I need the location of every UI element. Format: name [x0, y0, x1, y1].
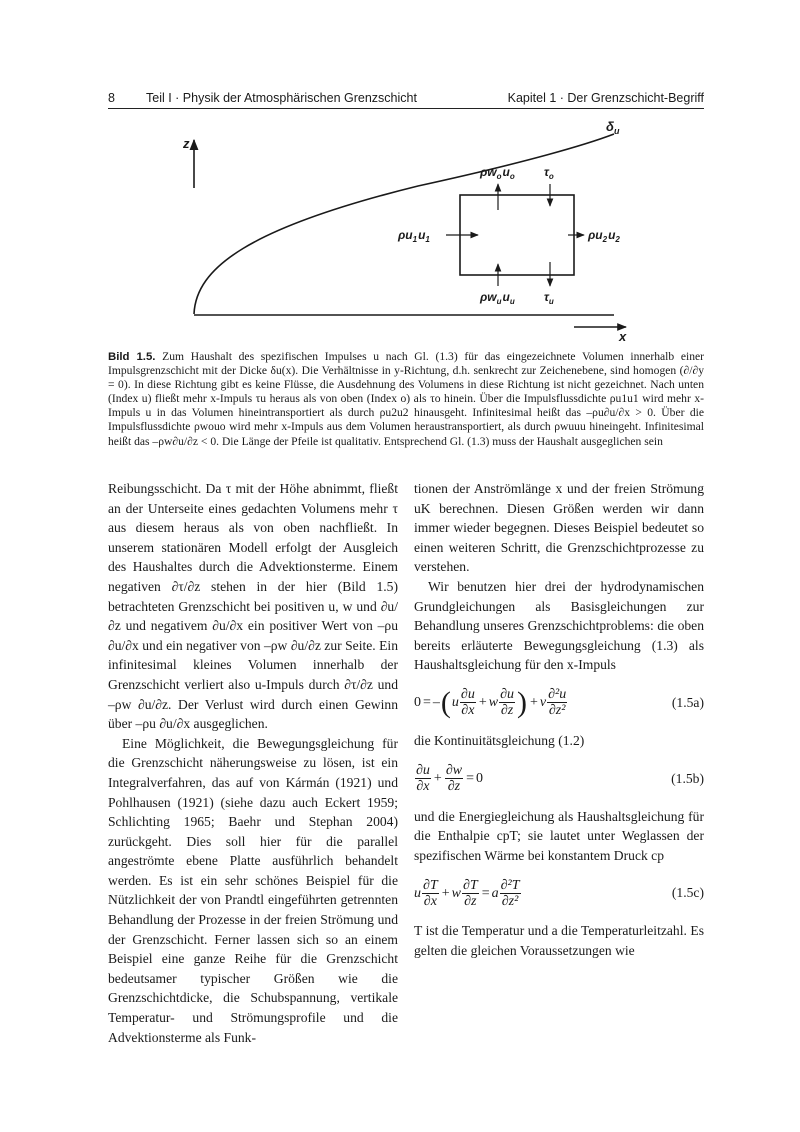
paragraph: Wir benutzen hier drei der hydrodynamischen Grundgleichungen als Basisgleichungen zur Behandlung unseres Grenzschichtproblems: die oben bereits erläuterte Bewegungsgleichung (1.3) als Haushaltsgleichung für den x-Impuls [414, 578, 704, 673]
equation-1-5c: u $\frac{\partial T}{\partial x}$ + w $\frac{\partial T}{\partial z}$ = a $\frac{\text{∂²T}}{\text{∂z²}}$ (1.5c) [414, 877, 704, 909]
boundary-layer-curve [194, 134, 614, 314]
equation-number: (1.5c) [671, 885, 704, 901]
z-axis-label: z [183, 136, 190, 151]
caption-label: Bild 1.5. [108, 351, 156, 363]
header-rule [108, 108, 704, 109]
figure-caption [108, 350, 704, 449]
x-axis-label: x [619, 329, 627, 344]
delta-label: $\delta_u$ [606, 119, 620, 136]
boundary-layer-figure [108, 118, 704, 344]
page-number: 8 [108, 91, 115, 105]
right-column [414, 479, 704, 961]
paragraph: T ist die Temperatur und a die Temperaturleitzahl. Es gelten die gleichen Voraussetzungen wie [414, 923, 704, 958]
left-flux-label: $\rho u_1u_1$ [398, 228, 430, 244]
equation-number: (1.5b) [671, 770, 704, 786]
top-flux-label: $\rho w_ou_o$ [480, 165, 515, 181]
left-column [108, 479, 398, 1047]
equation-1-5b: $\frac{\partial u}{\partial x}$ + $\frac{\partial w}{\partial z}$ = 0 (1.5b) [416, 763, 704, 795]
paragraph: Reibungsschicht. Da τ mit der Höhe abnimmt, fließt an der Unterseite eines gedachten Volumens mehr τ aus diesem heraus als von oben nachfließt. In unserem stationären Modell erfolgt der Ausgleich des Haushaltes durch die Advektionsterme. Einem negativen ∂τ/∂z stehen in der hier (Bild 1.5) betrachteten Grenzschicht bei positiven u, w und ∂u/∂z und negativem ∂u/∂x ein positiver Wert von –ρu ∂u/∂x und ein negativer von –ρw ∂u/∂z zur Seite. Ein infinitesimal kleines Volumen innerhalb der Grenzschicht verliert also u-Impuls durch ∂τ/∂z und –ρw ∂u/∂z. Der Verlust wird durch einen Gewinn über –ρu ∂u/∂x ausgeglichen. [108, 481, 398, 732]
part-title: Teil I · Physik der Atmosphärischen Grenzschicht [146, 91, 417, 105]
paragraph: tionen der Anströmlänge x und der freien Strömung uK berechnen. Diesen Größen werden wir dann immer wieder begegnen. Dieses Beispiel bedeutet so einen weiteren Schritt, die Grenzschichtprozesse zu verstehen. [414, 481, 704, 575]
top-tau-label: $\tau_o$ [544, 165, 554, 181]
caption-text: Zum Haushalt des spezifischen Impulses u nach Gl. (1.3) für das eingezeichnete Volumen innerhalb einer Impulsgrenzschicht mit der Dicke δu(x). Die Verhältnisse in y-Richtung, d.h. senkrecht zur Zeichenebene, sind homogen (∂/∂y = 0). In diese Richtung gibt es keine Flüsse, die Ausdehnung des Volumens in diese Richtung ist nicht gezeichnet. Nach unten (Index u) fließt mehr x-Impuls τu heraus als von oben (Index o) als τo hinein. Über die Impulsflussdichte ρu1u1 wird mehr x-Impuls u in das Volumen hineintransportiert als durch ρu2u2 hinausgeht. Infinitesimal heißt das –ρu∂u/∂x > 0. Über die Impulsflussdichte ρwouo wird mehr x-Impuls aus dem Volumen heraustransportiert, als durch ρwuuu hineingeht. Infinitesimal heißt das –ρw∂u/∂z < 0. Die Länge der Pfeile ist qualitativ. Entsprechend Gl. (1.3) muss der Haushalt ausgeglichen sein [108, 350, 705, 448]
right-flux-label: $\rho u_2u_2$ [588, 228, 620, 244]
equation-number: (1.5a) [671, 695, 704, 711]
paragraph: Eine Möglichkeit, die Bewegungsgleichung für die Grenzschicht näherungsweise zu lösen, ist ein Integralverfahren, das auf von Kármán (1921) und Pohlhausen (1921) (siehe dazu auch Eckert 1959; Schlichting 1965; Baehr und Stephan 2004) zurückgeht. Dies soll hier für die parallel angeströmte ebene Platte ausführlich behandelt werden. Es ist ein sehr schönes Beispiel für die Nützlichkeit der von Prandtl eingeführten getrennten Behandlung der Prozesse in der freien Strömung und der Grenzschicht. Ferner lassen sich so an einem Beispiel eine ganze Reihe für die Grenzschicht bedeutsamer typischer Größen wie die Grenzschichtdicke, die Schubspannung, vertikale Temperatur- und Strömungsprofile und die Advektionsterme als Funk- [108, 735, 398, 1045]
bottom-tau-label: $\tau_u$ [544, 290, 554, 306]
chapter-title: Kapitel 1 · Der Grenzschicht-Begriff [507, 91, 704, 105]
paragraph: und die Energiegleichung als Haushaltsgleichung für die Enthalpie cpT; sie lautet unter Weglassen der spezifischen Wärme bei konstantem Druck cp [414, 808, 704, 863]
bottom-flux-label: $\rho w_uu_u$ [480, 290, 515, 306]
running-header [108, 91, 704, 109]
equation-1-5a: 0 = – ( u $\frac{\partial u}{\partial x}$ + w $\frac{\partial u}{\partial z}$ ) + ν $\frac{\text{∂²u}}{\text{∂z²}}$ (1.5a) [414, 685, 704, 719]
paragraph: die Kontinuitätsgleichung (1.2) [414, 732, 585, 748]
